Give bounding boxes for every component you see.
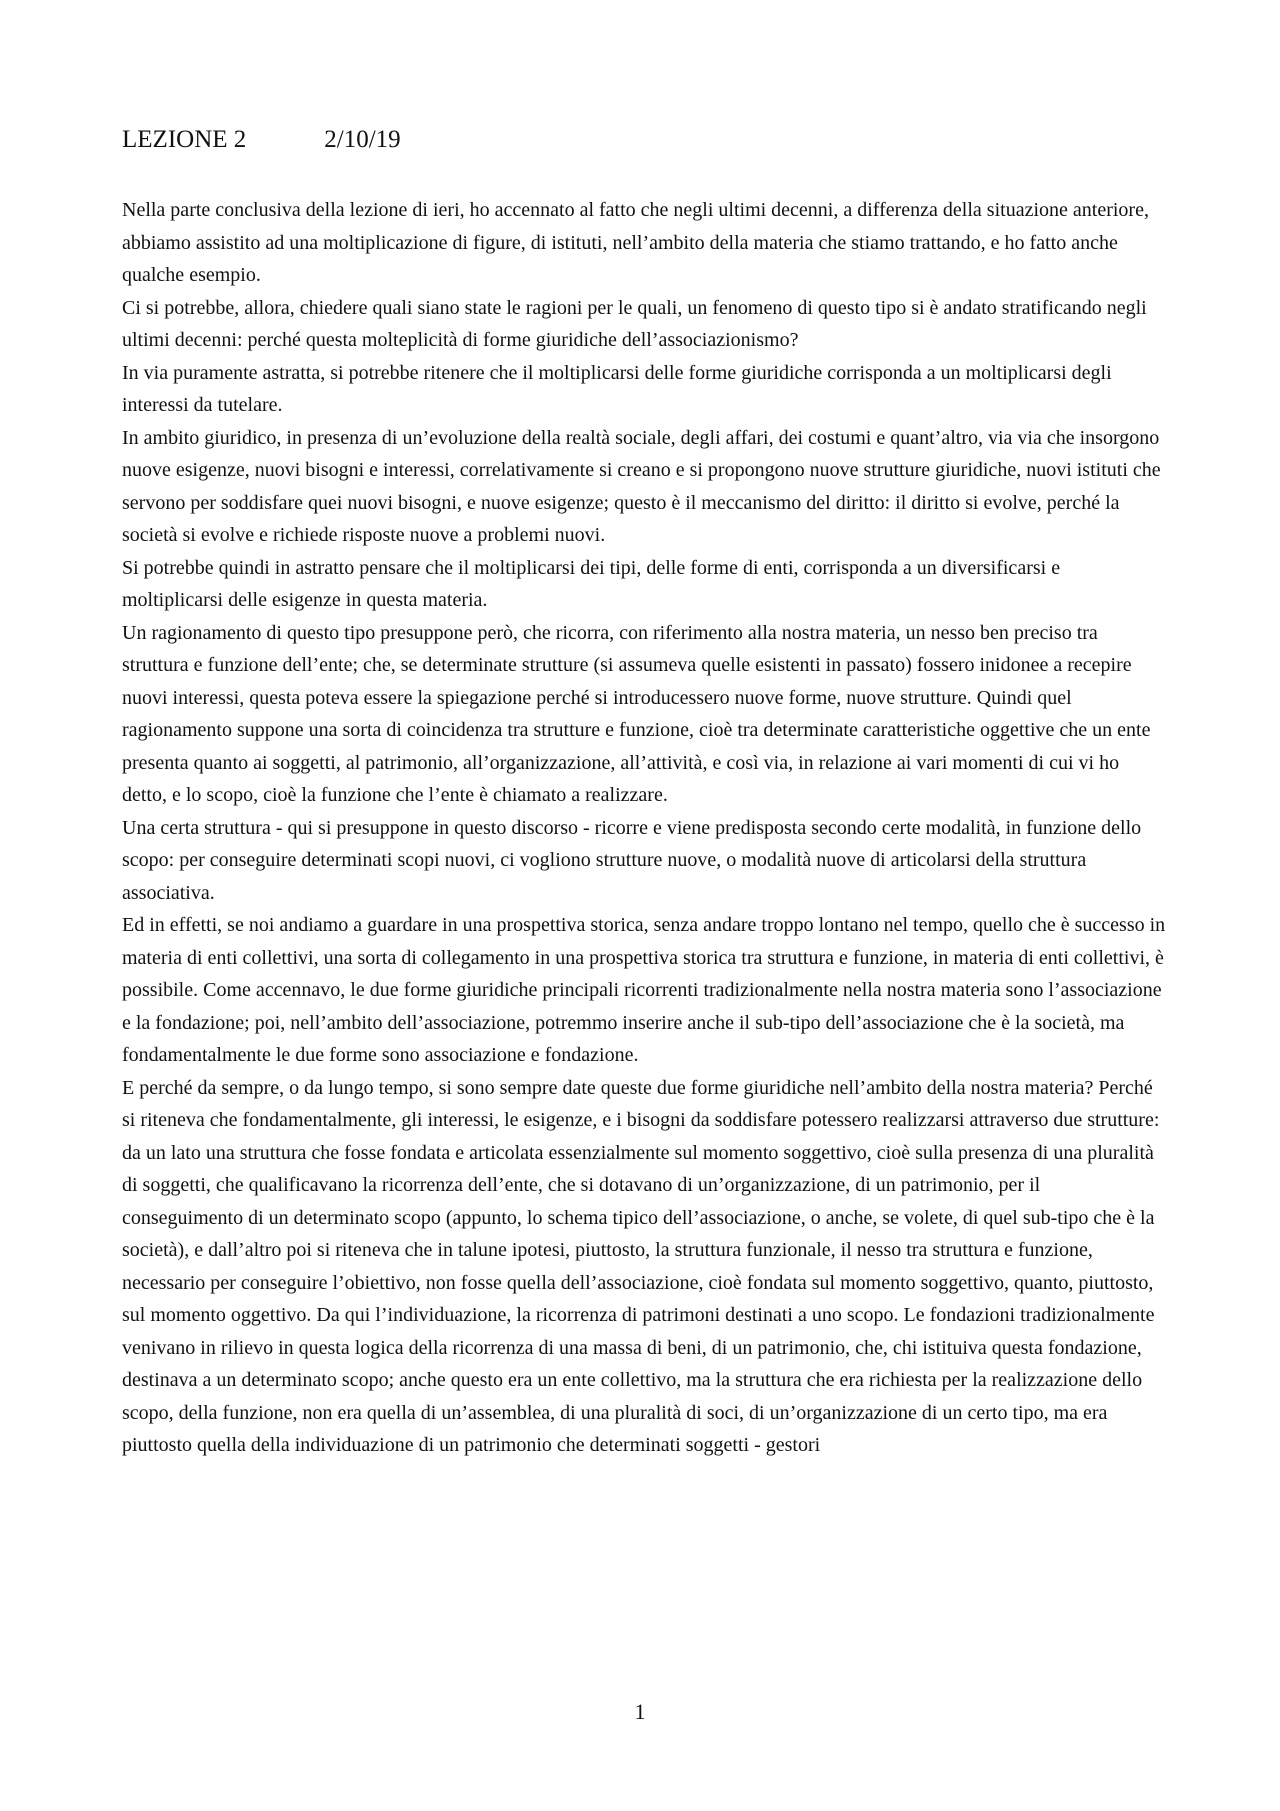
paragraph: In via puramente astratta, si potrebbe ritenere che il moltiplicarsi delle forme giuridiche corrisponda a un moltiplicarsi degli interessi da tutelare. — [122, 361, 1112, 416]
paragraph: Ci si potrebbe, allora, chiedere quali siano state le ragioni per le quali, un fenomeno di questo tipo si è andato stratificando negli ultimi decenni: perché questa molteplicità di forme giuridiche dell’associazionismo? — [122, 296, 1147, 351]
page-number: 1 — [634, 1699, 646, 1724]
paragraph: In ambito giuridico, in presenza di un’evoluzione della realtà sociale, degli affari, dei costumi e quant’altro, via via che insorgono nuove esigenze, nuovi bisogni e interessi, correlativamente si creano e si propongono nuove strutture giuridiche, nuovi istituti che servono per soddisfare quei nuovi bisogni, e nuove esigenze; questo è il meccanismo del diritto: il diritto si evolve, perché la società si evolve e richiede risposte nuove a problemi nuovi. — [122, 426, 1161, 546]
paragraph: Una certa struttura - qui si presuppone in questo discorso - ricorre e viene predisposta secondo certe modalità, in funzione dello scopo: per conseguire determinati scopi nuovi, ci vogliono strutture nuove, o modalità nuove di articolarsi della struttura associativa. — [122, 816, 1142, 904]
document-body — [122, 194, 1166, 1462]
paragraph: E perché da sempre, o da lungo tempo, si sono sempre date queste due forme giuridiche nell’ambito della nostra materia? Perché si riteneva che fondamentalmente, gli interessi, le esigenze, e i bisogni da soddisfare potessero realizzarsi attraverso due strutture: da un lato una struttura che fosse fondata e articolata essenzialmente sul momento soggettivo, cioè sulla presenza di una pluralità di soggetti, che qualificavano la ricorrenza dell’ente, che si dotavano di un’organizzazione, di un patrimonio, per il conseguimento di un determinato scopo (appunto, lo schema tipico dell’associazione, o anche, se volete, di quel sub-tipo che è la società), e dall’altro poi si riteneva che in talune ipotesi, piuttosto, la struttura funzionale, il nesso tra struttura e funzione, necessario per conseguire l’obiettivo, non fosse quella dell’associazione, cioè fondata sul momento soggettivo, quanto, piuttosto, sul momento oggettivo. Da qui l’individuazione, la ricorrenza di patrimoni destinati a uno scopo. Le fondazioni tradizionalmente venivano in rilievo in questa logica della ricorrenza di una massa di beni, di un patrimonio, che, chi istituiva questa fondazione, destinava a un determinato scopo; anche questo era un ente collettivo, ma la struttura che era richiesta per la realizzazione dello scopo, della funzione, non era quella di un’assemblea, di una pluralità di soci, di un’organizzazione di un certo tipo, ma era piuttosto quella della individuazione di un patrimonio che determinati soggetti - gestori — [122, 1076, 1160, 1456]
lesson-heading — [122, 124, 401, 156]
paragraph: Ed in effetti, se noi andiamo a guardare in una prospettiva storica, senza andare troppo lontano nel tempo, quello che è successo in materia di enti collettivi, una sorta di collegamento in una prospettiva storica tra struttura e funzione, in materia di enti collettivi, è possibile. Come accennavo, le due forme giuridiche principali ricorrenti tradizionalmente nella nostra materia sono l’associazione e la fondazione; poi, nell’ambito dell’associazione, potremmo inserire anche il sub-tipo dell’associazione che è la società, ma fondamentalmente le due forme sono associazione e fondazione. — [122, 914, 1166, 1066]
paragraph: Nella parte conclusiva della lezione di ieri, ho accennato al fatto che negli ultimi decenni, a differenza della situazione anteriore, abbiamo assistito ad una moltiplicazione di figure, di istituti, nell’ambito della materia che stiamo trattando, e ho fatto anche qualche esempio. — [122, 199, 1149, 286]
paragraph: Un ragionamento di questo tipo presuppone però, che ricorra, con riferimento alla nostra materia, un nesso ben preciso tra struttura e funzione dell’ente; che, se determinate strutture (si assumeva quelle esistenti in passato) fossero inidonee a recepire nuovi interessi, questa poteva essere la spiegazione perché si introducessero nuove forme, nuove strutture. Quindi quel ragionamento suppone una sorta di coincidenza tra strutture e funzione, cioè tra determinate caratteristiche oggettive che un ente presenta quanto ai soggetti, al patrimonio, all’organizzazione, all’attività, e così via, in relazione ai vari momenti di cui vi ho detto, e lo scopo, cioè la funzione che l’ente è chiamato a realizzare. — [122, 621, 1151, 806]
lesson-date: 2/10/19 — [324, 126, 401, 153]
lesson-title: LEZIONE 2 — [122, 126, 247, 153]
paragraph: Si potrebbe quindi in astratto pensare che il moltiplicarsi dei tipi, delle forme di enti, corrisponda a un diversificarsi e moltiplicarsi delle esigenze in questa materia. — [122, 556, 1061, 611]
